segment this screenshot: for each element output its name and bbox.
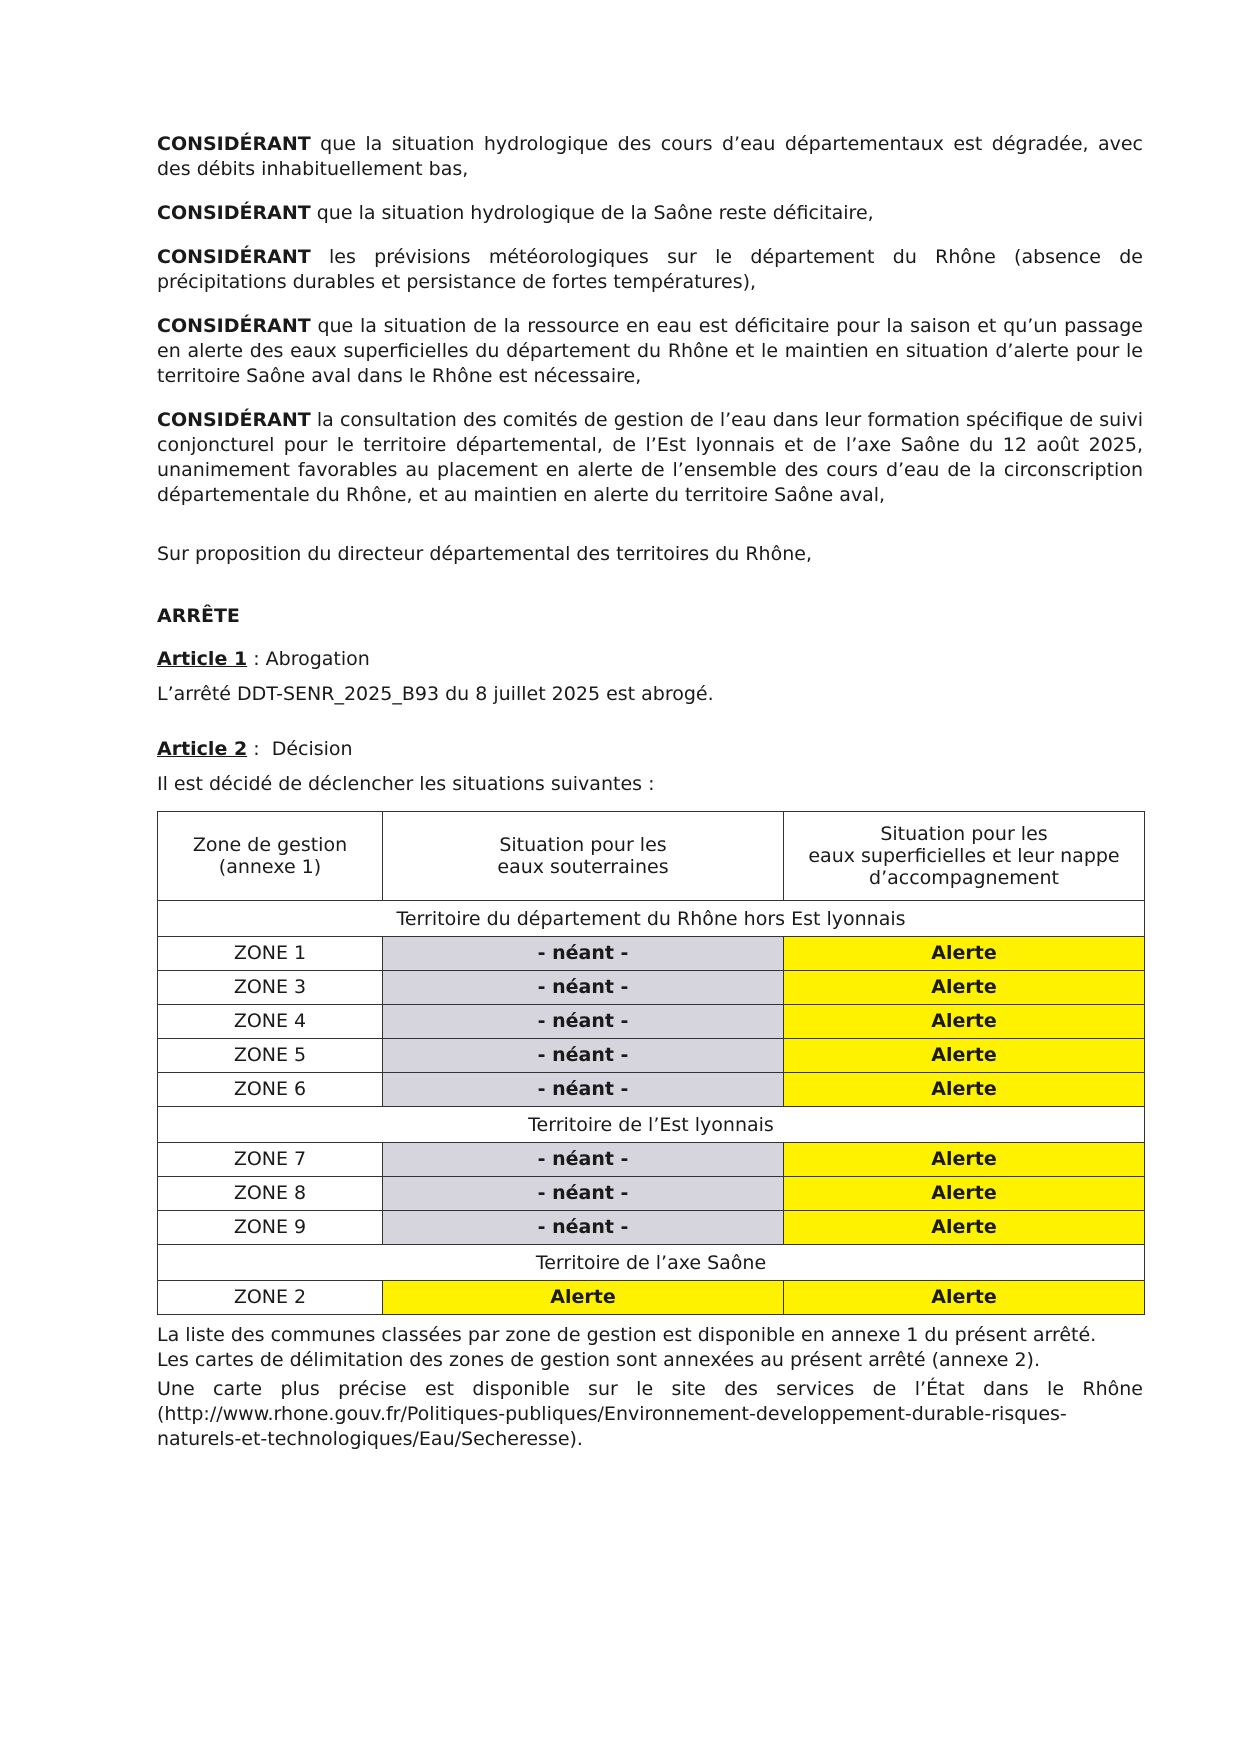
header-eaux-souterraines bbox=[383, 812, 784, 901]
article-1-text: L’arrêté DDT-SENR_2025_B93 du 8 juillet 2025 est abrogé. bbox=[157, 683, 714, 705]
considerant-3 bbox=[157, 245, 1143, 295]
zone-name-cell: ZONE 7 bbox=[158, 1143, 383, 1177]
table-row bbox=[158, 1073, 1145, 1107]
table-row bbox=[158, 1177, 1145, 1211]
considerant-keyword: CONSIDÉRANT bbox=[157, 133, 311, 155]
header-text: Zone de gestion bbox=[192, 834, 348, 856]
header-text: Situation pour les bbox=[880, 823, 1048, 845]
header-text: d’accompagnement bbox=[869, 867, 1059, 889]
zone-name-cell: ZONE 9 bbox=[158, 1211, 383, 1245]
zones-table bbox=[157, 811, 1145, 1315]
souterraines-status-cell: - néant - bbox=[383, 1177, 784, 1211]
considerant-5 bbox=[157, 408, 1143, 508]
zone-name-cell: ZONE 1 bbox=[158, 937, 383, 971]
table-row bbox=[158, 1281, 1145, 1315]
article-1-heading bbox=[157, 647, 1143, 672]
superficielles-status-cell: Alerte bbox=[784, 971, 1145, 1005]
superficielles-status-cell: Alerte bbox=[784, 1281, 1145, 1315]
considerant-1 bbox=[157, 132, 1143, 182]
considerant-text: que la situation de la ressource en eau est déficitaire pour la saison et qu’un passage en alerte des eaux superficielles du département du Rhône et le maintien en situation d’alerte pour le territoire Saône aval dans le Rhône est nécessaire, bbox=[157, 315, 1143, 387]
section-title: Territoire du département du Rhône hors Est lyonnais bbox=[158, 901, 1145, 937]
table-row bbox=[158, 971, 1145, 1005]
superficielles-status-cell: Alerte bbox=[784, 1073, 1145, 1107]
superficielles-status-cell: Alerte bbox=[784, 1143, 1145, 1177]
document-page bbox=[157, 132, 1143, 1452]
table-row bbox=[158, 1211, 1145, 1245]
header-text: (annexe 1) bbox=[218, 856, 322, 878]
considerant-text: que la situation hydrologique des cours d’eau départementaux est dégradée, avec des débits inhabituellement bas, bbox=[157, 133, 1143, 180]
superficielles-status-cell: Alerte bbox=[784, 937, 1145, 971]
considerant-2 bbox=[157, 201, 1143, 226]
footer-notes bbox=[157, 1323, 1143, 1452]
article-2-intro: Il est décidé de déclencher les situations suivantes : bbox=[157, 773, 655, 795]
proposition-text: Sur proposition du directeur départemental des territoires du Rhône, bbox=[157, 543, 812, 565]
considerant-keyword: CONSIDÉRANT bbox=[157, 409, 311, 431]
zone-name-cell: ZONE 6 bbox=[158, 1073, 383, 1107]
considerant-text: les prévisions météorologiques sur le département du Rhône (absence de précipitations durables et persistance de fortes températures), bbox=[157, 246, 1143, 293]
zone-name-cell: ZONE 3 bbox=[158, 971, 383, 1005]
considerant-text: que la situation hydrologique de la Saône reste déficitaire, bbox=[310, 202, 874, 224]
footer-line-carte-precise: Une carte plus précise est disponible sur le site des services de l’État dans le Rhône (http://www.rhone.gouv.fr/Politiques-publiques/Environnement-developpement-durable-risques-naturels-et-technologiques/Eau/Secheresse). bbox=[157, 1378, 1143, 1450]
souterraines-status-cell: - néant - bbox=[383, 971, 784, 1005]
souterraines-status-cell: - néant - bbox=[383, 1143, 784, 1177]
header-eaux-superficielles bbox=[784, 812, 1145, 901]
section-row bbox=[158, 1107, 1145, 1143]
section-title: Territoire de l’axe Saône bbox=[158, 1245, 1145, 1281]
table-row bbox=[158, 937, 1145, 971]
superficielles-status-cell: Alerte bbox=[784, 1177, 1145, 1211]
header-zone-gestion bbox=[158, 812, 383, 901]
section-title: Territoire de l’Est lyonnais bbox=[158, 1107, 1145, 1143]
article-1-title: Abrogation bbox=[265, 648, 370, 670]
souterraines-status-cell: - néant - bbox=[383, 1211, 784, 1245]
article-2-title: Décision bbox=[271, 738, 353, 760]
considerant-keyword: CONSIDÉRANT bbox=[157, 315, 311, 337]
table-row bbox=[158, 1143, 1145, 1177]
souterraines-status-cell: - néant - bbox=[383, 937, 784, 971]
arrete-heading: ARRÊTE bbox=[157, 605, 240, 627]
section-row bbox=[158, 1245, 1145, 1281]
zone-name-cell: ZONE 5 bbox=[158, 1039, 383, 1073]
header-text: Situation pour les bbox=[499, 834, 667, 856]
article-1-separator: : bbox=[247, 648, 266, 670]
souterraines-status-cell: - néant - bbox=[383, 1073, 784, 1107]
footer-line-cartes: Les cartes de délimitation des zones de gestion sont annexées au présent arrêté (annexe 2). bbox=[157, 1349, 1041, 1371]
zone-name-cell: ZONE 2 bbox=[158, 1281, 383, 1315]
souterraines-status-cell: - néant - bbox=[383, 1039, 784, 1073]
zone-name-cell: ZONE 4 bbox=[158, 1005, 383, 1039]
table-row bbox=[158, 1005, 1145, 1039]
superficielles-status-cell: Alerte bbox=[784, 1211, 1145, 1245]
article-1-label: Article 1 bbox=[157, 648, 248, 670]
souterraines-status-cell: Alerte bbox=[383, 1281, 784, 1315]
article-2-label: Article 2 bbox=[157, 738, 248, 760]
souterraines-status-cell: - néant - bbox=[383, 1005, 784, 1039]
considerant-4 bbox=[157, 314, 1143, 389]
footer-line-communes: La liste des communes classées par zone de gestion est disponible en annexe 1 du présent arrêté. bbox=[157, 1324, 1097, 1346]
article-2-heading bbox=[157, 737, 1143, 762]
superficielles-status-cell: Alerte bbox=[784, 1039, 1145, 1073]
considerant-keyword: CONSIDÉRANT bbox=[157, 202, 311, 224]
header-text: eaux souterraines bbox=[497, 856, 669, 878]
article-2-separator: : bbox=[247, 738, 272, 760]
zone-name-cell: ZONE 8 bbox=[158, 1177, 383, 1211]
considerant-keyword: CONSIDÉRANT bbox=[157, 246, 311, 268]
considerant-text: la consultation des comités de gestion de l’eau dans leur formation spécifique de suivi conjoncturel pour le territoire départemental, de l’Est lyonnais et de l’axe Saône du 12 août 2025, unanimement favorables au placement en alerte de l’ensemble des cours d’eau de la circonscription départementale du Rhône, et au maintien en alerte du territoire Saône aval, bbox=[157, 409, 1143, 506]
table-header-row bbox=[158, 812, 1145, 901]
superficielles-status-cell: Alerte bbox=[784, 1005, 1145, 1039]
table-row bbox=[158, 1039, 1145, 1073]
section-row bbox=[158, 901, 1145, 937]
header-text: eaux superficielles et leur nappe bbox=[808, 845, 1120, 867]
